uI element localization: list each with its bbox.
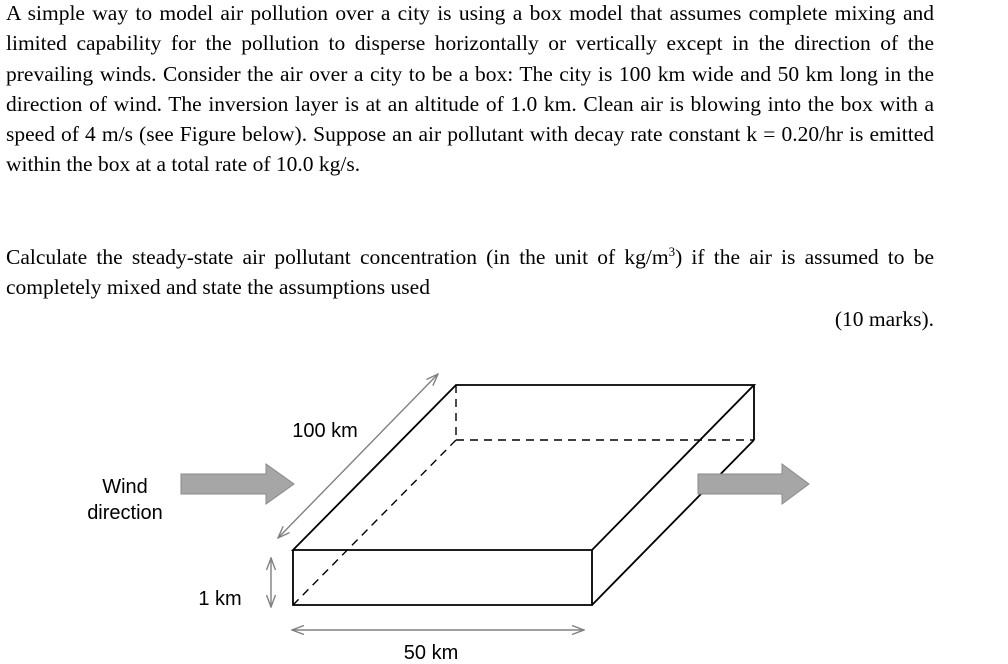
box-visible-edges bbox=[293, 385, 754, 605]
box-model-figure bbox=[0, 360, 1008, 664]
question-text-start: Calculate the steady-state air pollutant concentration (in the unit of kg/m bbox=[6, 245, 669, 269]
height-label: 1 km bbox=[198, 588, 242, 610]
length-label: 50 km bbox=[403, 642, 459, 664]
wind-out-arrow bbox=[698, 464, 809, 504]
width-dimension-arrow bbox=[278, 374, 438, 538]
wind-label-line1: Wind bbox=[102, 476, 148, 498]
marks-label: (10 marks). bbox=[834, 307, 934, 331]
problem-paragraph-1: A simple way to model air pollution over a city is using a box model that assumes complete mixing and limited capability for the pollution to disperse horizontally or vertically except in the direction of the prevailing winds. Consider the air over a city to be a box: The city is 100 km wide and 50 km long in the direction of wind. The inversion layer is at an altitude of 1.0 km. Clean air is blowing into the box with a speed of 4 m/s (see Figure below). Suppose an air pollutant with decay rate constant k = 0.20/hr is emitted within the box at a total rate of 10.0 kg/s. bbox=[6, 1, 934, 177]
problem-paragraph-2 bbox=[6, 242, 934, 303]
question-text-end: ) if the air is assumed to be completely mixed and state the assumptions used bbox=[6, 245, 934, 300]
unit-exponent: 3 bbox=[668, 243, 676, 259]
width-label: 100 km bbox=[292, 420, 358, 442]
wind-in-arrow bbox=[181, 464, 294, 504]
box-hidden-edges bbox=[293, 385, 754, 605]
wind-label-line2: direction bbox=[87, 502, 163, 524]
